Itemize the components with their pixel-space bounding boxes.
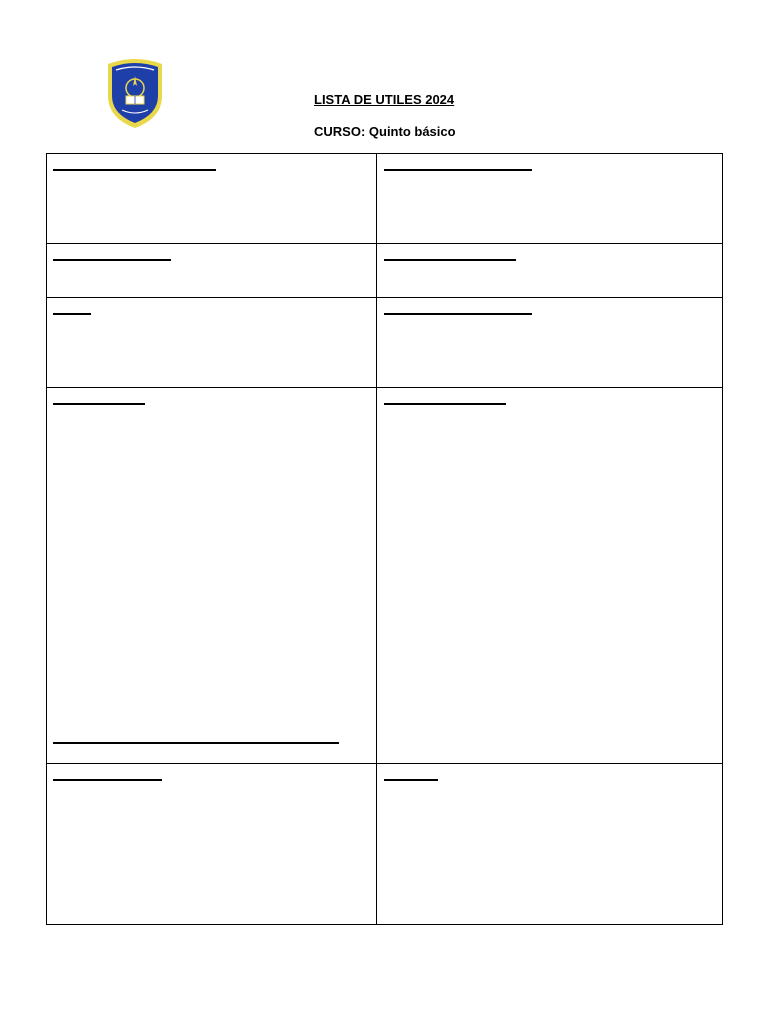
section-heading-line [53,742,339,744]
table-cell [377,154,723,244]
page-title: LISTA DE UTILES 2024 [314,92,455,107]
table-cell [47,244,377,298]
table-row [47,764,723,925]
section-heading-line [53,313,91,315]
table-cell [47,298,377,388]
table-cell [377,388,723,764]
table-row [47,244,723,298]
section-heading-line [53,259,171,261]
table-cell [47,388,377,764]
table-cell [377,764,723,925]
table-cell [377,298,723,388]
section-heading-line [384,259,516,261]
section-heading-line [384,169,532,171]
table-cell [47,764,377,925]
section-heading-line [53,403,145,405]
table-cell [377,244,723,298]
supplies-table [46,153,723,925]
section-heading-line [53,779,162,781]
table-row [47,298,723,388]
course-subtitle: CURSO: Quinto básico [314,124,456,139]
section-heading-line [384,779,438,781]
section-heading-line [384,313,532,315]
school-crest-logo [104,56,166,130]
section-heading-line [384,403,506,405]
table-cell [47,154,377,244]
table-row [47,388,723,764]
table-row [47,154,723,244]
section-heading-line [53,169,216,171]
